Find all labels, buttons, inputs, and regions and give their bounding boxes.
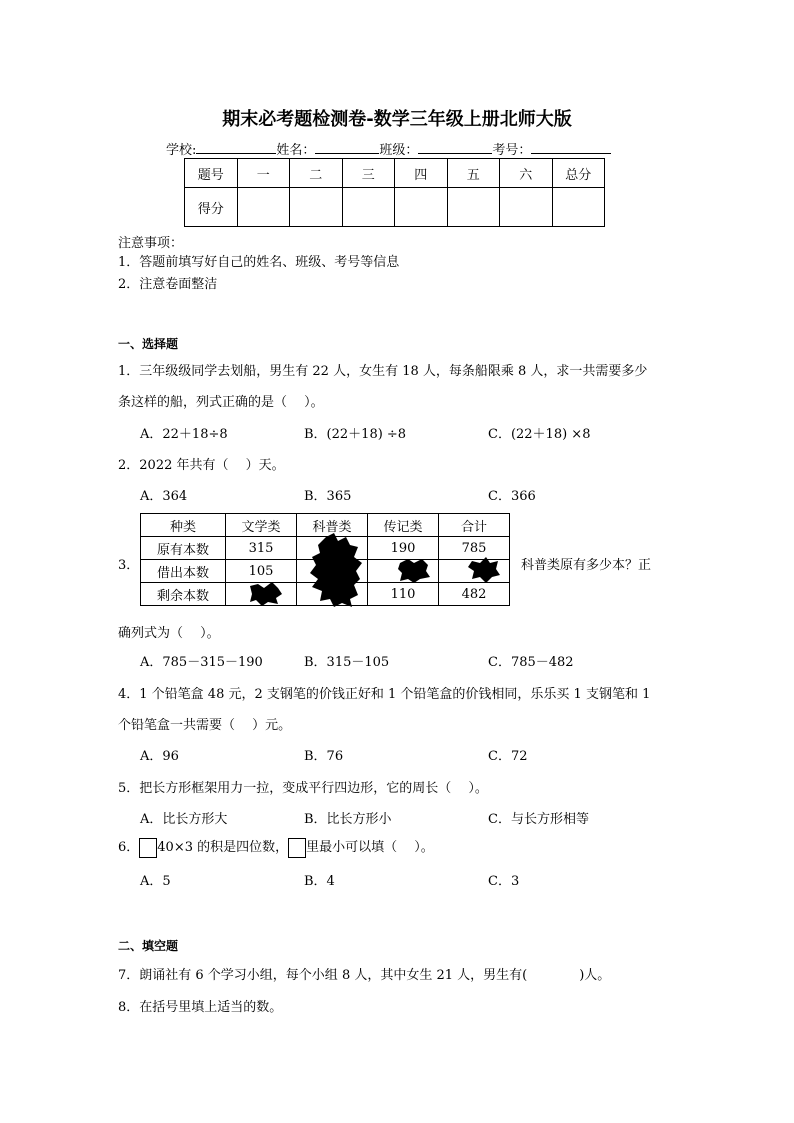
q2-option-c: C．366	[488, 489, 536, 504]
q5-option-b: B．比长方形小	[304, 812, 392, 827]
score-header: 总分	[552, 159, 605, 188]
q3-number: 3．	[118, 558, 140, 573]
q3-trail: 科普类原有多少本？正	[521, 558, 652, 573]
blank-square-box	[139, 838, 157, 858]
books-row-label: 借出本数	[141, 560, 226, 583]
score-cell	[290, 188, 343, 227]
q4-option-b: B．76	[304, 749, 344, 764]
score-header: 一	[237, 159, 290, 188]
score-cell	[500, 188, 553, 227]
q6-line	[118, 836, 434, 858]
q5-text: 5．把长方形框架用力一拉，变成平行四边形，它的周长（ ）。	[118, 781, 488, 796]
score-row-label: 得分	[185, 188, 238, 227]
q4-option-a: A．96	[140, 749, 179, 764]
books-header: 传记类	[368, 514, 439, 537]
q6-part2: 里最小可以填（ ）。	[306, 840, 434, 855]
exam-no-label: 考号：	[492, 143, 532, 158]
q3-option-b: B．315－105	[304, 655, 390, 670]
q2-option-a: A．364	[140, 489, 188, 504]
q1-line2: 条这样的船，列式正确的是（ ）。	[118, 395, 324, 410]
score-cell	[237, 188, 290, 227]
section-choice-title: 一、选择题	[118, 337, 179, 351]
score-table	[184, 158, 605, 227]
exam-no-blank	[531, 140, 611, 154]
score-header: 二	[290, 159, 343, 188]
ink-blot-kepu	[308, 533, 368, 608]
q4-line1: 4．1 个铅笔盒 48 元，2 支钢笔的价钱正好和 1 个铅笔盒的价钱相同，乐乐买 1 支钢笔和 1	[118, 687, 651, 702]
school-blank	[196, 140, 276, 154]
ink-blot-total	[466, 557, 502, 583]
q5-option-a: A．比长方形大	[140, 812, 228, 827]
score-cell	[552, 188, 605, 227]
score-cell	[447, 188, 500, 227]
page-title: 期末必考题检测卷-数学三年级上册北师大版	[222, 109, 572, 130]
q6-part1: 40×3 的积是四位数，	[157, 840, 289, 855]
score-header: 六	[500, 159, 553, 188]
q3-line2: 确列式为（ ）。	[118, 626, 220, 641]
books-cell: 105	[226, 560, 297, 583]
books-cell: 110	[368, 583, 439, 606]
q6-option-c: C．3	[488, 874, 520, 889]
blank-square-box	[288, 838, 306, 858]
section-fill-title: 二、填空题	[118, 939, 179, 953]
name-label: 姓名：	[276, 143, 316, 158]
q4-option-c: C．72	[488, 749, 528, 764]
q3-option-c: C．785－482	[488, 655, 574, 670]
q1-option-a: A．22＋18÷8	[140, 427, 228, 442]
score-header: 三	[342, 159, 395, 188]
q1-option-c: C．(22＋18) ×8	[488, 427, 591, 442]
books-cell: 785	[439, 537, 510, 560]
books-row-label: 剩余本数	[141, 583, 226, 606]
q6-number: 6．	[118, 840, 140, 855]
score-header: 四	[395, 159, 448, 188]
class-blank	[418, 140, 492, 154]
q7-text: 7．朗诵社有 6 个学习小组，每个小组 8 人，其中女生 21 人，男生有( )人。	[118, 968, 611, 983]
q1-option-b: B．(22＋18) ÷8	[304, 427, 407, 442]
q6-option-a: A．5	[140, 874, 171, 889]
note-item: 1．答题前填写好自己的姓名、班级、考号等信息	[118, 255, 400, 270]
class-label: 班级：	[379, 143, 419, 158]
score-header: 题号	[185, 159, 238, 188]
books-header: 种类	[141, 514, 226, 537]
books-header: 合计	[439, 514, 510, 537]
score-cell	[395, 188, 448, 227]
books-cell: 315	[226, 537, 297, 560]
notes-heading: 注意事项：	[118, 236, 184, 251]
books-header: 文学类	[226, 514, 297, 537]
q8-text: 8．在括号里填上适当的数。	[118, 1000, 283, 1015]
q1-line1: 1．三年级级同学去划船，男生有 22 人，女生有 18 人，每条船限乘 8 人，求一共需要多少	[118, 364, 648, 379]
q2-option-b: B．365	[304, 489, 352, 504]
q2-text: 2．2022 年共有（ ）天。	[118, 458, 285, 473]
books-cell: 482	[439, 583, 510, 606]
school-label: 学校:	[166, 143, 197, 158]
student-info	[166, 139, 611, 158]
books-row-label: 原有本数	[141, 537, 226, 560]
q5-option-c: C．与长方形相等	[488, 812, 589, 827]
score-header: 五	[447, 159, 500, 188]
ink-blot-literature	[248, 582, 284, 606]
q6-option-b: B．4	[304, 874, 335, 889]
books-cell: 190	[368, 537, 439, 560]
q3-option-a: A．785－315－190	[140, 655, 263, 670]
note-item: 2．注意卷面整洁	[118, 277, 218, 292]
name-blank	[315, 140, 379, 154]
books-header: 科普类	[297, 514, 368, 537]
ink-blot-biography	[396, 557, 432, 583]
q4-line2: 个铅笔盒一共需要（ ）元。	[118, 718, 292, 733]
score-cell	[342, 188, 395, 227]
